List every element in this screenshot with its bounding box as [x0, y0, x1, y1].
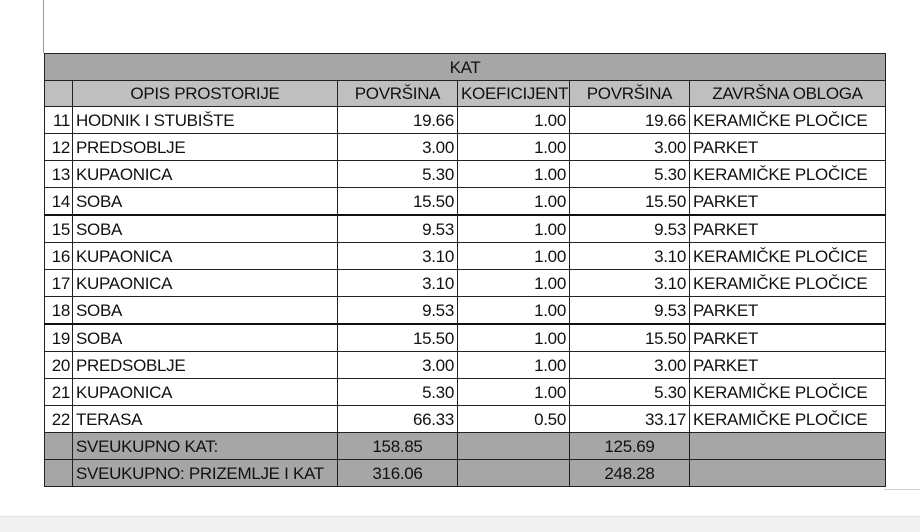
row-opis: PREDSOBLJE	[73, 134, 338, 161]
row-number: 21	[45, 379, 73, 406]
row-number: 20	[45, 352, 73, 379]
row-obloga: PARKET	[690, 297, 886, 325]
row-obloga: KERAMIČKE PLOČICE	[690, 379, 886, 406]
row-povrsina-koef: 3.10	[570, 270, 690, 297]
row-number: 19	[45, 324, 73, 352]
table-row	[45, 188, 886, 216]
table-row	[45, 352, 886, 379]
row-obloga: KERAMIČKE PLOČICE	[690, 406, 886, 433]
row-opis: TERASA	[73, 406, 338, 433]
row-koeficijent: 1.00	[458, 297, 570, 325]
row-koeficijent: 1.00	[458, 188, 570, 216]
row-povrsina-koef: 19.66	[570, 107, 690, 134]
table-row	[45, 243, 886, 270]
total-label: SVEUKUPNO: PRIZEMLJE I KAT	[73, 460, 338, 487]
row-opis: KUPAONICA	[73, 161, 338, 188]
row-povrsina: 15.50	[338, 324, 458, 352]
table-row	[45, 161, 886, 188]
total-obloga	[690, 433, 886, 460]
table-row	[45, 270, 886, 297]
row-number: 22	[45, 406, 73, 433]
header-opis-prostorije: OPIS PROSTORIJE	[73, 81, 338, 107]
row-opis: KUPAONICA	[73, 243, 338, 270]
total-koeficijent	[458, 460, 570, 487]
row-povrsina: 3.00	[338, 352, 458, 379]
table-row	[45, 215, 886, 243]
header-koeficijent: KOEFICIJENT	[458, 81, 570, 107]
row-povrsina-koef: 9.53	[570, 215, 690, 243]
table-row	[45, 107, 886, 134]
row-number: 13	[45, 161, 73, 188]
header-povrsina-koef: POVRŠINA	[570, 81, 690, 107]
table-row	[45, 379, 886, 406]
total-label: SVEUKUPNO KAT:	[73, 433, 338, 460]
header-number	[45, 81, 73, 107]
total-row	[45, 433, 886, 460]
row-opis: SOBA	[73, 297, 338, 325]
row-koeficijent: 1.00	[458, 352, 570, 379]
row-number: 16	[45, 243, 73, 270]
row-obloga: KERAMIČKE PLOČICE	[690, 243, 886, 270]
total-obloga	[690, 460, 886, 487]
row-opis: PREDSOBLJE	[73, 352, 338, 379]
row-opis: KUPAONICA	[73, 379, 338, 406]
row-number: 14	[45, 188, 73, 216]
row-povrsina-koef: 9.53	[570, 297, 690, 325]
row-koeficijent: 1.00	[458, 379, 570, 406]
row-povrsina-koef: 3.10	[570, 243, 690, 270]
row-povrsina-koef: 15.50	[570, 324, 690, 352]
row-opis: SOBA	[73, 215, 338, 243]
row-povrsina-koef: 3.00	[570, 134, 690, 161]
row-obloga: PARKET	[690, 352, 886, 379]
row-koeficijent: 1.00	[458, 270, 570, 297]
row-povrsina-koef: 33.17	[570, 406, 690, 433]
page-edge-left	[43, 0, 44, 53]
total-povrsina: 158.85	[338, 433, 458, 460]
row-povrsina: 3.10	[338, 243, 458, 270]
table-header-row	[45, 81, 886, 107]
row-povrsina: 9.53	[338, 297, 458, 325]
row-opis: HODNIK I STUBIŠTE	[73, 107, 338, 134]
row-povrsina: 19.66	[338, 107, 458, 134]
total-koeficijent	[458, 433, 570, 460]
page-footer-band	[0, 516, 920, 532]
row-koeficijent: 1.00	[458, 161, 570, 188]
row-opis: SOBA	[73, 324, 338, 352]
total-povrsina-koef: 125.69	[570, 433, 690, 460]
table-body	[45, 107, 886, 487]
row-povrsina: 3.00	[338, 134, 458, 161]
page-edge-bottom	[884, 489, 920, 490]
row-povrsina: 9.53	[338, 215, 458, 243]
row-number: 17	[45, 270, 73, 297]
row-koeficijent: 1.00	[458, 107, 570, 134]
row-povrsina-koef: 5.30	[570, 161, 690, 188]
header-zavrsna-obloga: ZAVRŠNA OBLOGA	[690, 81, 886, 107]
row-obloga: KERAMIČKE PLOČICE	[690, 107, 886, 134]
row-koeficijent: 0.50	[458, 406, 570, 433]
row-opis: KUPAONICA	[73, 270, 338, 297]
room-area-table	[44, 53, 886, 487]
header-povrsina: POVRŠINA	[338, 81, 458, 107]
row-number: 12	[45, 134, 73, 161]
row-povrsina: 3.10	[338, 270, 458, 297]
row-obloga: PARKET	[690, 134, 886, 161]
row-povrsina: 66.33	[338, 406, 458, 433]
row-povrsina-koef: 15.50	[570, 188, 690, 216]
row-koeficijent: 1.00	[458, 134, 570, 161]
row-opis: SOBA	[73, 188, 338, 216]
row-obloga: PARKET	[690, 188, 886, 216]
row-koeficijent: 1.00	[458, 215, 570, 243]
table-title-row	[45, 54, 886, 81]
table-row	[45, 134, 886, 161]
row-povrsina: 5.30	[338, 161, 458, 188]
row-number: 15	[45, 215, 73, 243]
table-title: KAT	[45, 54, 886, 81]
row-povrsina-koef: 5.30	[570, 379, 690, 406]
row-number: 11	[45, 107, 73, 134]
row-obloga: KERAMIČKE PLOČICE	[690, 161, 886, 188]
row-obloga: KERAMIČKE PLOČICE	[690, 270, 886, 297]
total-row	[45, 460, 886, 487]
row-obloga: PARKET	[690, 324, 886, 352]
row-obloga: PARKET	[690, 215, 886, 243]
row-povrsina: 5.30	[338, 379, 458, 406]
row-koeficijent: 1.00	[458, 324, 570, 352]
total-povrsina: 316.06	[338, 460, 458, 487]
row-povrsina-koef: 3.00	[570, 352, 690, 379]
total-number	[45, 460, 73, 487]
total-povrsina-koef: 248.28	[570, 460, 690, 487]
row-koeficijent: 1.00	[458, 243, 570, 270]
row-povrsina: 15.50	[338, 188, 458, 216]
table-row	[45, 297, 886, 325]
table-row	[45, 324, 886, 352]
total-number	[45, 433, 73, 460]
table-row	[45, 406, 886, 433]
row-number: 18	[45, 297, 73, 325]
